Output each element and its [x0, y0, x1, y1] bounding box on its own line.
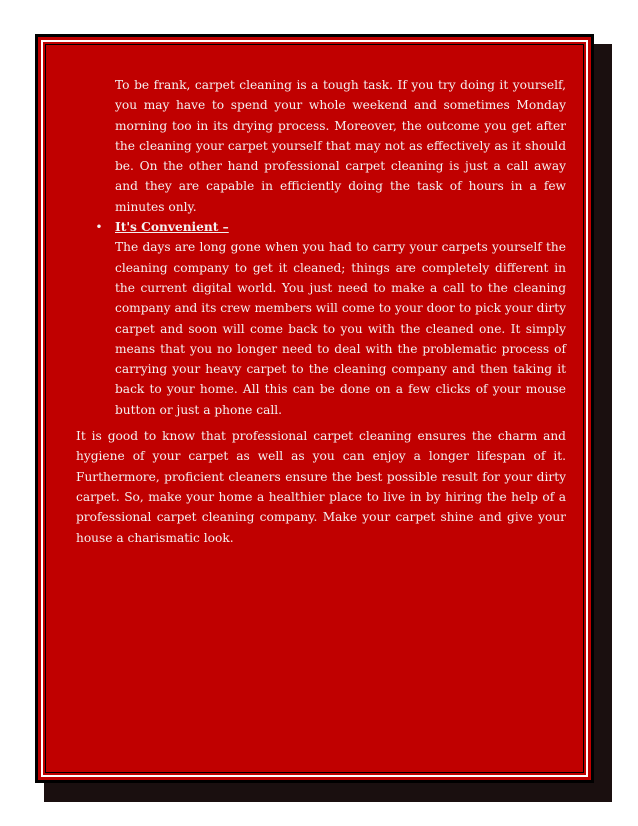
closing-paragraph: It is good to know that professional carpet cleaning ensures the charm and hygiene of your carpet as well as you can enjoy a longer lifespan of it. Furthermore, proficient cleaners ensure the best possible result for your dirty carpet. So, make your home a healthier place to live in by hiring the help of a professional carpet cleaning company. Make your carpet shine and give your house a charismatic look. [76, 429, 566, 545]
intro-paragraph: To be frank, carpet cleaning is a tough task. If you try doing it yourself, you may have to spend your whole weekend and sometimes Monday morning too in its drying process. Moreover, the outcome you get after the cleaning your carpet yourself that may not as effectively as it should be. On the other hand professional carpet cleaning is just a call away and they are capable in efficiently doing the task of hours in a few minutes only. [115, 78, 566, 214]
bullet-list-item [95, 217, 566, 420]
bullet-heading: It's Convenient – [115, 220, 229, 235]
document-page [35, 34, 594, 783]
bullet-point-icon: • [95, 220, 103, 235]
document-body [76, 75, 566, 548]
bullet-body: The days are long gone when you had to carry your carpets yourself the cleaning company to get it cleaned; things are completely different in the current digital world. You just need to make a call to the cleaning company and its crew members will come to your door to pick your dirty carpet and soon will come back to you with the cleaned one. It simply means that you no longer need to deal with the problematic process of carrying your heavy carpet to the cleaning company and then taking it back to your home. All this can be done on a few clicks of your mouse button or just a phone call. [115, 240, 566, 417]
